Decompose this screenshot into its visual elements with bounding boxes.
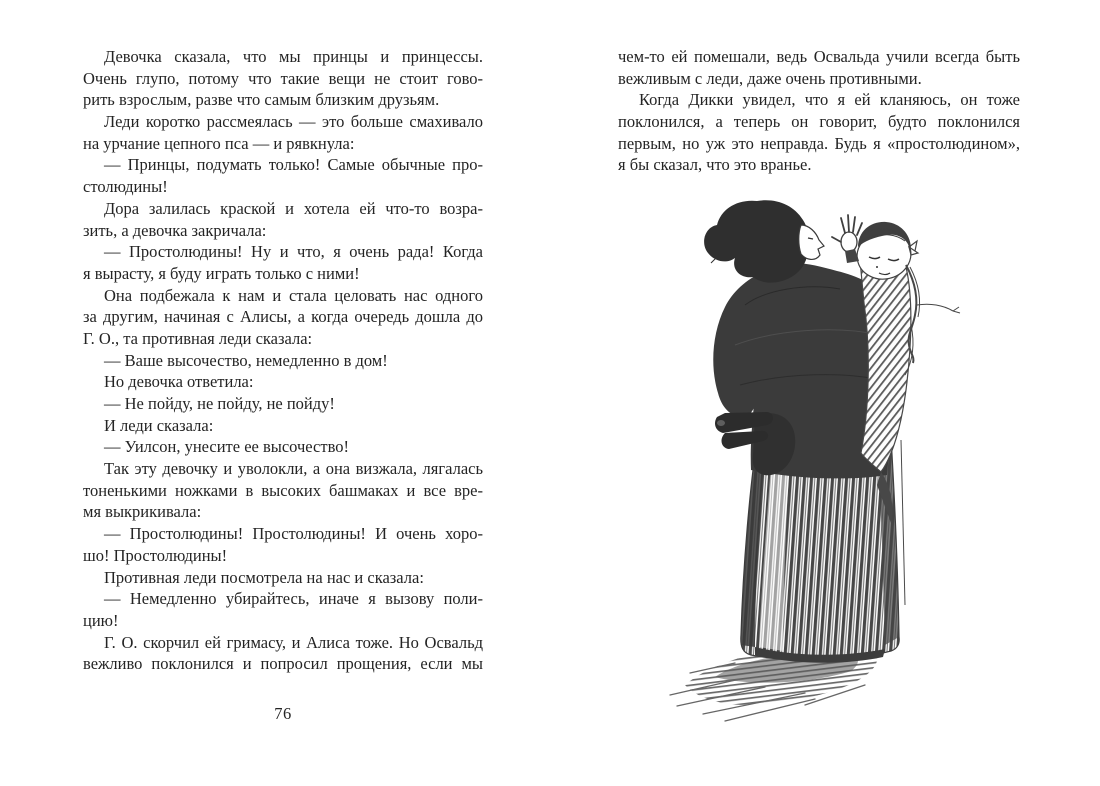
text-line: — Принцы, подумать только! Самые обычные про- — [104, 155, 483, 175]
woman-face — [799, 225, 824, 259]
text-line: — Простолюдины! Простолюдины! И очень хоро- — [104, 524, 483, 544]
text-line: я вырасту, я буду играть только с ними! — [83, 263, 360, 283]
text-line: вежливым с леди, даже очень противными. — [618, 68, 922, 88]
text-line: вежливо поклонился и попросил прощения, если мы — [83, 654, 483, 674]
book-right-page — [550, 0, 1100, 786]
text-line: — Не пойду, не пойду, не пойду! — [104, 394, 335, 413]
text-line: Очень глупо, потому что такие вещи не стоит гово- — [83, 68, 483, 88]
text-line: зить, а девочка закричала: — [83, 220, 267, 240]
text-line: за другим, начиная с Алисы, а когда очередь дошла до — [83, 307, 483, 327]
text-line: шо! Простолюдины! — [83, 545, 228, 565]
woman-hair — [704, 200, 809, 282]
text-line: Г. О. скорчил ей гримасу, и Алиса тоже. Но Освальд — [104, 632, 483, 652]
text-line: я бы сказал, что это вранье. — [618, 155, 812, 175]
text-line: — Уилсон, унесите ее высочество! — [104, 437, 349, 457]
text-line: мя выкрикивала: — [83, 502, 202, 522]
page-number: 76 — [274, 704, 292, 723]
text-line: Она подбежала к нам и стала целовать нас одного — [104, 285, 483, 305]
text-line: Леди коротко рассмеялась — это больше смахивало — [104, 112, 483, 132]
text-line: Дора залилась краской и хотела ей что-то возра- — [104, 198, 483, 218]
text-line: — Ваше высочество, немедленно в дом! — [104, 350, 388, 370]
child-braid — [905, 265, 960, 375]
text-line: Так эту девочку и уволокли, а она визжала, лягалась — [104, 459, 483, 479]
text-line: поклонился, а теперь он говорит, будто поклонился — [618, 112, 1020, 132]
illustration-woman-carrying-child — [655, 185, 965, 745]
right-text-column — [618, 46, 1020, 176]
text-line: И леди сказала: — [104, 415, 214, 435]
text-line: Г. О., та противная леди сказала: — [83, 328, 313, 348]
text-line: цию! — [83, 610, 119, 630]
text-line: Когда Дикки увидел, что я ей кланяюсь, он тоже — [639, 90, 1020, 110]
text-line: столюдины! — [83, 177, 168, 197]
text-line: первым, но уж это неправда. Будь я «простолюдином», — [618, 133, 1020, 153]
text-line: чем-то ей помешали, ведь Освальда учили всегда быть — [618, 47, 1020, 66]
text-line: Но девочка ответила: — [104, 372, 254, 392]
text-line: на урчание цепного пса — и рявкнула: — [83, 133, 355, 153]
text-line: рить взрослым, разве что самым близким друзьям. — [83, 90, 440, 110]
text-line: — Немедленно убирайтесь, иначе я вызову поли- — [104, 589, 483, 609]
text-line: Противная леди посмотрела на нас и сказала: — [104, 567, 424, 587]
text-line: тоненькими ножками в высоких башмаках и все вре- — [83, 480, 483, 500]
left-text-column — [83, 46, 483, 675]
text-line: Девочка сказала, что мы принцы и принцессы. — [104, 47, 483, 66]
text-line: — Простолюдины! Ну и что, я очень рада! Когда — [104, 242, 483, 262]
held-gloves — [715, 412, 795, 475]
